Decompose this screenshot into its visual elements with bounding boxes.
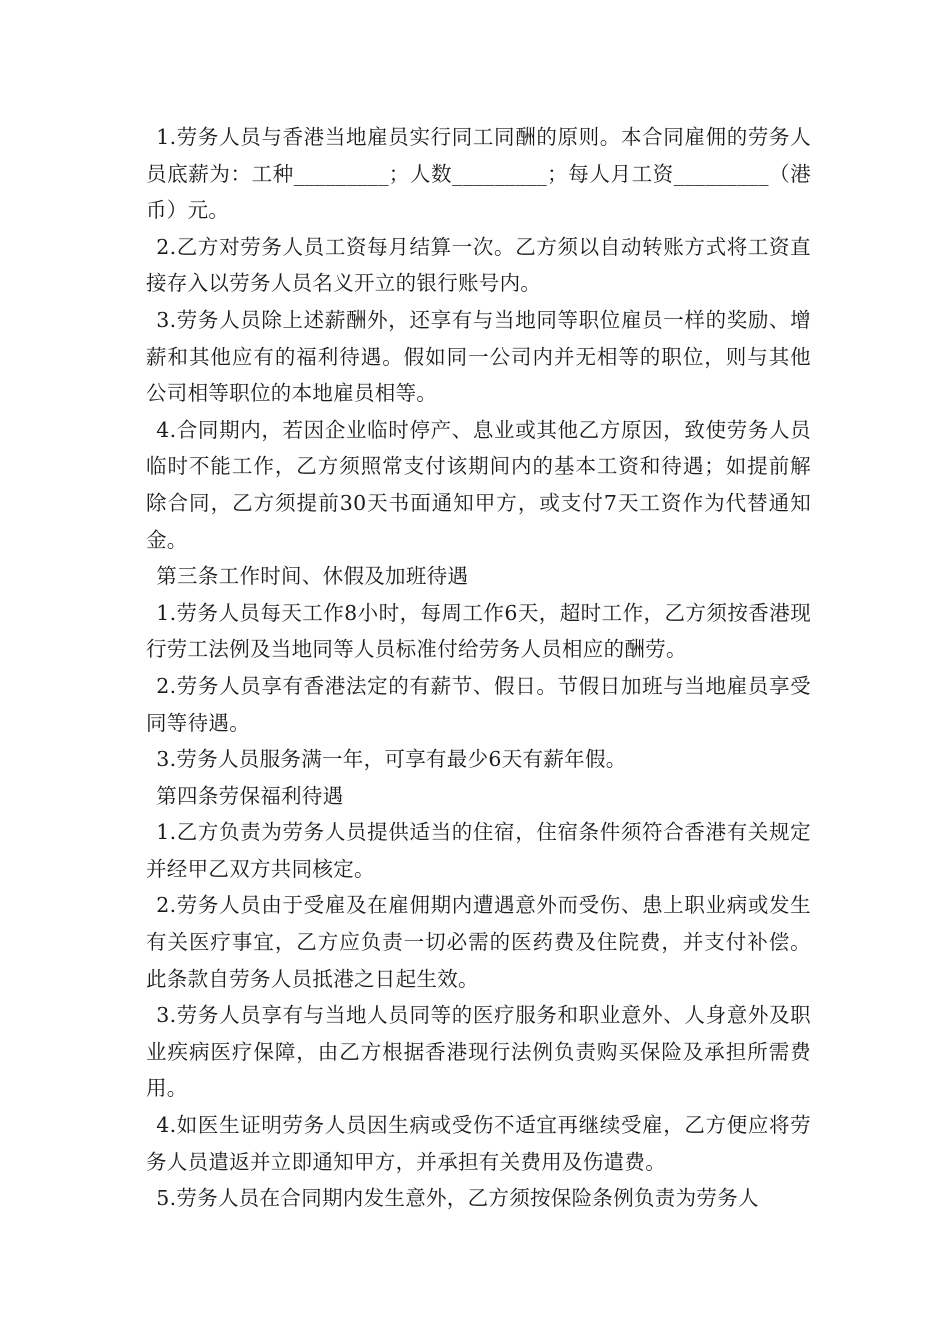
section-heading-article-4: 第四条劳保福利待遇 bbox=[156, 783, 344, 808]
clause-wage-principle: 1.劳务人员与香港当地雇员实行同工同酬的原则。本合同雇佣的劳务人员底薪为：工种_________；人数_________；每人月工资_________（港币）元。 bbox=[146, 125, 811, 223]
document-page bbox=[146, 119, 811, 1217]
clause-holidays: 2.劳务人员享有香港法定的有薪节、假日。节假日加班与当地雇员享受同等待遇。 bbox=[146, 673, 811, 735]
clause-repatriation: 4.如医生证明劳务人员因生病或受伤不适宜再继续受雇，乙方便应将劳务人员遣返并立即通知甲方，并承担有关费用及伤遣费。 bbox=[146, 1113, 811, 1174]
clause-accommodation: 1.乙方负责为劳务人员提供适当的住宿，住宿条件须符合香港有关规定并经甲乙双方共同核定。 bbox=[146, 820, 811, 881]
clause-annual-leave: 3.劳务人员服务满一年，可享有最少6天有薪年假。 bbox=[156, 747, 627, 772]
clause-wage-settlement: 2.乙方对劳务人员工资每月结算一次。乙方须以自动转账方式将工资直接存入以劳务人员名义开立的银行账号内。 bbox=[146, 234, 811, 296]
clause-insurance: 3.劳务人员享有与当地人员同等的医疗服务和职业意外、人身意外及职业疾病医疗保障，由乙方根据香港现行法例负责购买保险及承担所需费用。 bbox=[146, 1003, 811, 1101]
clause-suspension: 4.合同期内，若因企业临时停产、息业或其他乙方原因，致使劳务人员临时不能工作，乙方须照常支付该期间内的基本工资和待遇；如提前解除合同，乙方须提前30天书面通知甲方，或支付7天工资作为代替通知金。 bbox=[146, 417, 811, 552]
clause-injury: 2.劳务人员由于受雇及在雇佣期内遭遇意外而受伤、患上职业病或发生有关医疗事宜，乙方应负责一切必需的医药费及住院费，并支付补偿。此条款自劳务人员抵港之日起生效。 bbox=[146, 893, 811, 991]
section-heading-article-3: 第三条工作时间、休假及加班待遇 bbox=[156, 564, 469, 589]
clause-benefits: 3.劳务人员除上述薪酬外，还享有与当地同等职位雇员一样的奖励、增薪和其他应有的福利待遇。假如同一公司内并无相等的职位，则与其他公司相等职位的本地雇员相等。 bbox=[146, 307, 811, 406]
clause-working-hours: 1.劳务人员每天工作8小时，每周工作6天，超时工作，乙方须按香港现行劳工法例及当地同等人员标准付给劳务人员相应的酬劳。 bbox=[146, 600, 811, 662]
clause-accident: 5.劳务人员在合同期内发生意外，乙方须按保险条例负责为劳务人 bbox=[156, 1186, 759, 1211]
